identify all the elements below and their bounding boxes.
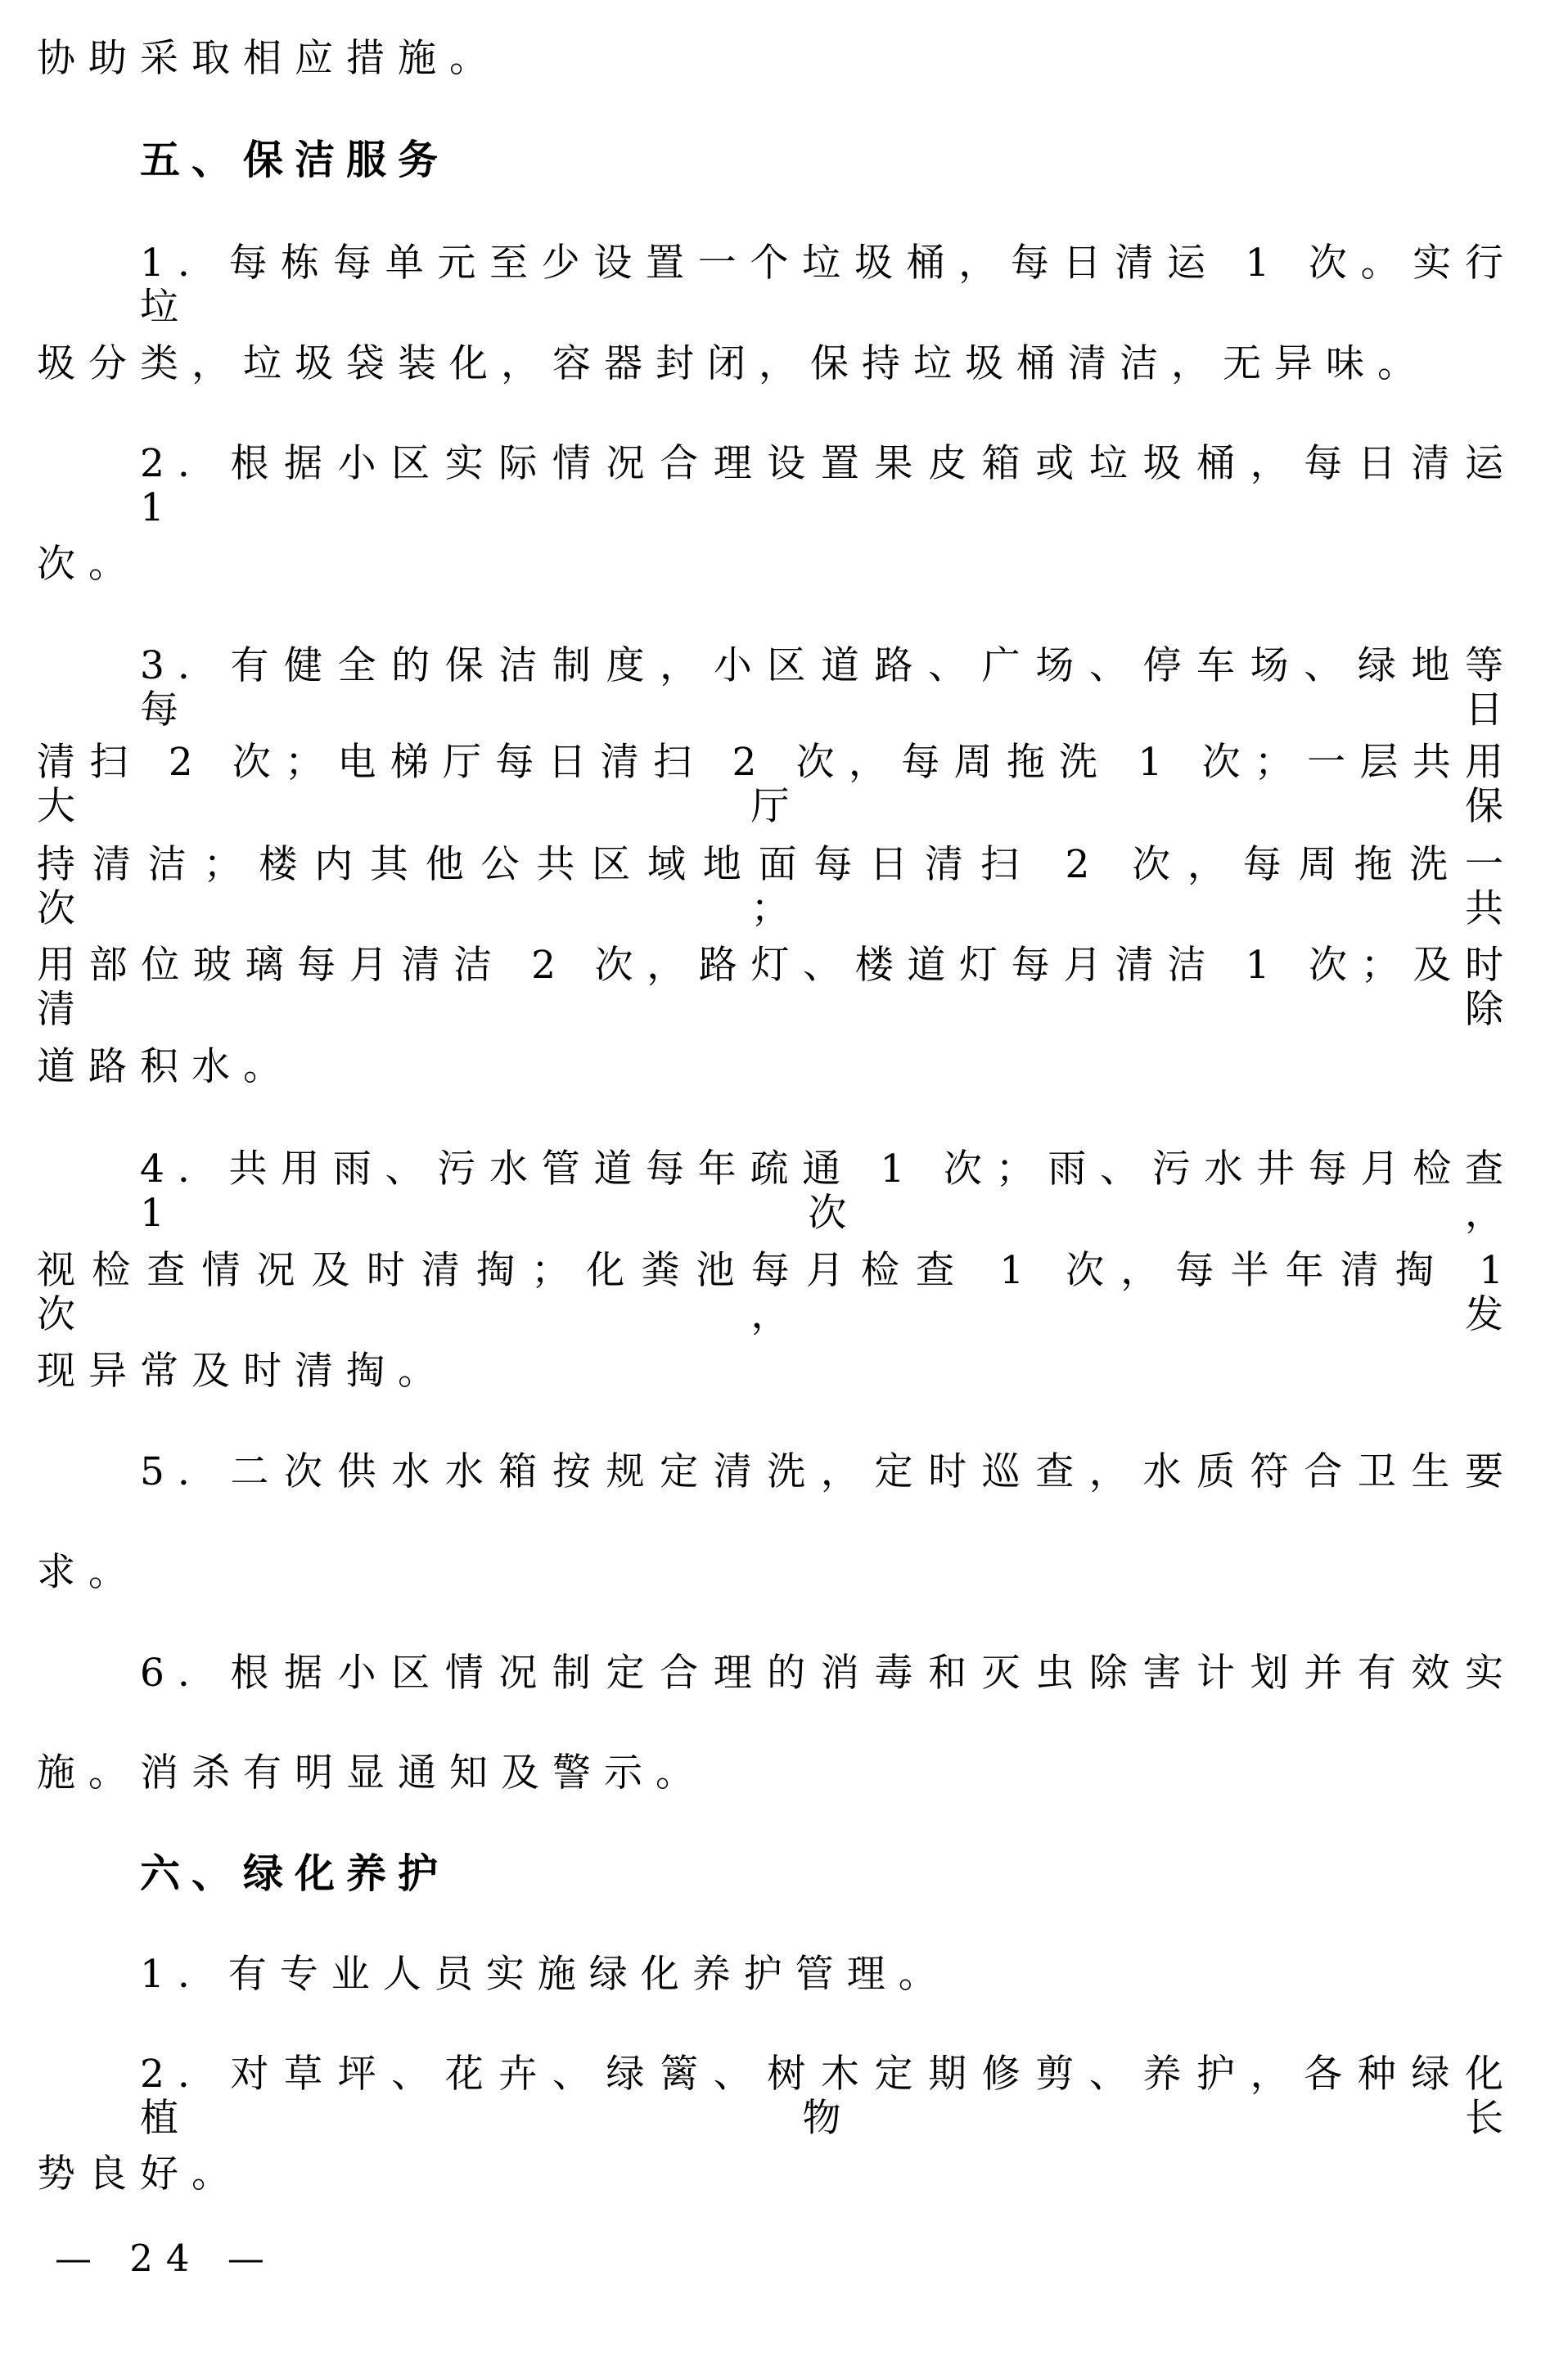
text-line: 视检查情况及时清掏；化粪池每月检查 1 次，每半年清掏 1 次，发: [37, 1248, 1516, 1338]
text-line: 道路积水。: [37, 1044, 295, 1089]
text-line: 清扫 2 次；电梯厅每日清扫 2 次，每周拖洗 1 次；一层共用大厅保: [37, 740, 1516, 830]
text-line: 用部位玻璃每月清洁 2 次，路灯、楼道灯每月清洁 1 次；及时清除: [37, 943, 1516, 1033]
text-line: 现异常及时清掏。: [37, 1349, 449, 1394]
text-line: 2. 根据小区实际情况合理设置果皮箱或垃圾桶，每日清运 1: [140, 441, 1516, 531]
text-line: 圾分类，垃圾袋装化，容器封闭，保持垃圾桶清洁，无异味。: [37, 341, 1429, 386]
text-line: 6. 根据小区情况制定合理的消毒和灭虫除害计划并有效实: [140, 1651, 1516, 1696]
section-heading-cleaning-services: 五、保洁服务: [140, 137, 450, 183]
section-heading-greening-maintenance: 六、绿化养护: [140, 1850, 450, 1897]
text-line: 施。消杀有明显通知及警示。: [37, 1750, 707, 1796]
text-line: 2. 对草坪、花卉、绿篱、树木定期修剪、养护，各种绿化植物长: [140, 2052, 1516, 2142]
text-line: 次。: [37, 542, 140, 587]
text-line: 3. 有健全的保洁制度，小区道路、广场、停车场、绿地等每日: [140, 643, 1516, 733]
text-line: 4. 共用雨、污水管道每年疏通 1 次；雨、污水井每月检查 1 次，: [140, 1147, 1516, 1237]
text-line: 求。: [37, 1550, 140, 1595]
text-line: 势良好。: [37, 2151, 243, 2197]
page-number: — 24 —: [55, 2237, 277, 2280]
text-line: 持清洁；楼内其他公共区域地面每日清扫 2 次，每周拖洗一次；共: [37, 842, 1516, 932]
text-line: 5. 二次供水水箱按规定清洗，定时巡查，水质符合卫生要: [140, 1449, 1516, 1494]
text-line: 协助采取相应措施。: [37, 36, 501, 81]
text-line: 1. 每栋每单元至少设置一个垃圾桶，每日清运 1 次。实行垃: [140, 241, 1516, 331]
text-line: 1. 有专业人员实施绿化养护管理。: [140, 1952, 950, 1997]
